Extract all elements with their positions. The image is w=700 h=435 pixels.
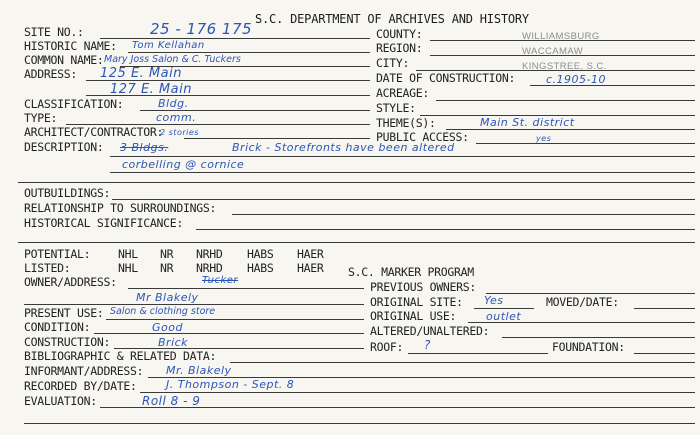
date-of-construction-value: c.1905-10 <box>546 73 607 86</box>
section-divider-2 <box>18 242 695 243</box>
original-site-label: ORIGINAL SITE: <box>370 295 463 309</box>
public-access-value: yes <box>536 134 552 143</box>
present-use-line <box>106 319 364 320</box>
owner-line-2 <box>24 304 364 305</box>
common-name-value: Mary Joss Salon & C. Tuckers <box>104 54 241 65</box>
classification-value: Bldg. <box>158 97 189 110</box>
present-use-value: Salon & clothing store <box>110 306 216 317</box>
site-no-label: SITE NO.: <box>24 25 84 39</box>
public-access-label: PUBLIC ACCESS: <box>376 130 469 144</box>
altered-unaltered-label: ALTERED/UNALTERED: <box>370 324 490 338</box>
listed-nrhd: NRHD <box>196 261 223 275</box>
foundation-line <box>634 353 695 354</box>
condition-line <box>94 333 364 334</box>
listed-nhl: NHL <box>118 261 138 275</box>
roof-line <box>408 353 548 354</box>
address-label: ADDRESS: <box>24 67 77 81</box>
common-name-label: COMMON NAME: <box>24 53 104 67</box>
original-site-value: Yes <box>484 294 504 307</box>
original-site-line <box>474 308 534 309</box>
description-line-1 <box>110 156 695 157</box>
region-stamp: WACCAMAW <box>522 46 584 57</box>
bibliographic-label: BIBLIOGRAPHIC & RELATED DATA: <box>24 349 217 363</box>
altered-unaltered-line <box>502 337 695 338</box>
type-value: comm. <box>156 111 197 124</box>
bibliographic-line <box>230 362 695 363</box>
potential-nhl: NHL <box>118 247 138 261</box>
city-label: CITY: <box>376 56 410 70</box>
potential-nr: NR <box>160 247 174 261</box>
city-stamp: KINGSTREE, S.C. <box>522 61 607 72</box>
evaluation-line-2 <box>24 423 695 424</box>
public-access-line <box>476 143 695 144</box>
historic-name-value: Tom Kellahan <box>132 40 205 51</box>
evaluation-value: Roll 8 - 9 <box>142 394 201 408</box>
recorded-by-label: RECORDED BY/DATE: <box>24 379 137 393</box>
county-label: COUNTY: <box>376 27 423 41</box>
moved-date-label: MOVED/DATE: <box>546 295 619 309</box>
listed-habs: HABS <box>247 261 274 275</box>
owner-address-label: OWNER/ADDRESS: <box>24 275 117 289</box>
informant-label: INFORMANT/ADDRESS: <box>24 364 144 378</box>
original-use-value: outlet <box>486 310 522 323</box>
historical-significance-label: HISTORICAL SIGNIFICANCE: <box>24 216 183 230</box>
style-label: STYLE: <box>376 101 416 115</box>
acreage-line <box>436 100 695 101</box>
architect-line <box>184 138 370 139</box>
description-label: DESCRIPTION: <box>24 140 104 154</box>
owner-struck-value: Tucker <box>202 275 238 286</box>
condition-label: CONDITION: <box>24 320 91 334</box>
roof-value: ? <box>424 338 431 352</box>
potential-nrhd: NRHD <box>196 247 223 261</box>
previous-owners-line <box>486 293 695 294</box>
original-use-label: ORIGINAL USE: <box>370 309 457 323</box>
architect-note-value: 2 stories <box>160 128 199 137</box>
owner-line-1 <box>128 288 364 289</box>
date-of-construction-label: DATE OF CONSTRUCTION: <box>376 71 516 85</box>
outbuildings-line <box>112 199 695 200</box>
site-no-line <box>100 38 370 39</box>
region-label: REGION: <box>376 41 423 55</box>
evaluation-label: EVALUATION: <box>24 394 97 408</box>
roof-label: ROOF: <box>370 340 404 354</box>
listed-label: LISTED: <box>24 261 71 275</box>
recorded-by-line <box>140 392 695 393</box>
construction-label: CONSTRUCTION: <box>24 335 111 349</box>
description-value-2: corbelling @ cornice <box>122 158 245 171</box>
present-use-label: PRESENT USE: <box>24 306 104 320</box>
form-header-title: S.C. DEPARTMENT OF ARCHIVES AND HISTORY <box>255 12 529 26</box>
classification-label: CLASSIFICATION: <box>24 97 124 111</box>
relationship-label: RELATIONSHIP TO SURROUNDINGS: <box>24 201 217 215</box>
relationship-line <box>232 214 695 215</box>
description-struck-value: 3 Bldgs. <box>120 141 169 154</box>
type-label: TYPE: <box>24 111 58 125</box>
foundation-label: FOUNDATION: <box>552 340 625 354</box>
historic-name-line <box>128 52 370 53</box>
informant-value: Mr. Blakely <box>166 364 232 377</box>
address-value-1: 125 E. Main <box>100 66 182 81</box>
themes-value: Main St. district <box>480 116 575 129</box>
marker-program-label: S.C. MARKER PROGRAM <box>348 265 474 279</box>
recorded-by-value: J. Thompson - Sept. 8 <box>166 378 295 391</box>
historical-significance-line <box>196 229 695 230</box>
potential-label: POTENTIAL: <box>24 247 91 261</box>
section-divider-1 <box>18 182 695 183</box>
listed-haer: HAER <box>297 261 324 275</box>
architect-contractor-label: ARCHITECT/CONTRACTOR: <box>24 125 164 139</box>
type-line <box>66 124 370 125</box>
potential-habs: HABS <box>247 247 274 261</box>
potential-haer: HAER <box>297 247 324 261</box>
outbuildings-label: OUTBUILDINGS: <box>24 186 111 200</box>
address-value-2: 127 E. Main <box>110 82 192 97</box>
owner-value: Mr Blakely <box>136 291 199 304</box>
description-line-2 <box>110 172 695 173</box>
description-value-1: Brick - Storefronts have been altered <box>232 141 455 154</box>
site-no-value: 25 - 176 175 <box>150 20 253 38</box>
listed-nr: NR <box>160 261 174 275</box>
previous-owners-label: PREVIOUS OWNERS: <box>370 280 476 294</box>
moved-date-line <box>634 308 695 309</box>
construction-value: Brick <box>158 336 189 349</box>
historic-name-label: HISTORIC NAME: <box>24 39 117 53</box>
acreage-label: ACREAGE: <box>376 86 429 100</box>
county-stamp: WILLIAMSBURG <box>522 31 600 42</box>
condition-value: Good <box>152 321 183 334</box>
themes-label: THEME(S): <box>376 116 436 130</box>
themes-line <box>446 129 695 130</box>
